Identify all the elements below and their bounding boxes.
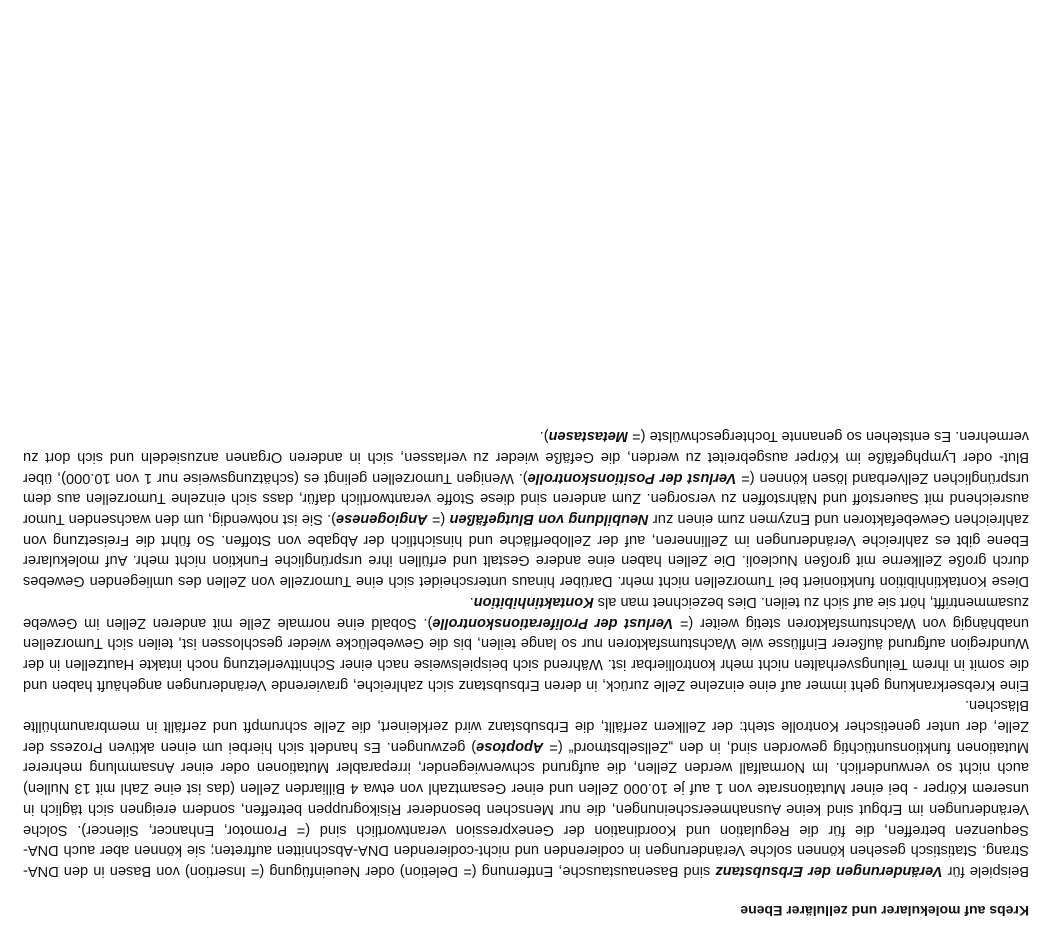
text-run: . (469, 593, 474, 610)
text-run: ). (539, 428, 549, 445)
text-run: Diese Kontaktinhibition funktioniert bei Tumorzellen nicht mehr. Darüber hinaus unterscheidet sich eine Tumorzelle von Zellen des umliegenden Gewebes durch große Zellkerne mit großen Nucleoli. Die Zellen haben eine andere Gestalt und erfüllen ihre ursprüngliche Funktion nicht mehr. Auf molekularer Ebene gibt es zahlreiche Veränderungen im Zellinneren, auf der Zelloberfläche und hinsichtlich der Abgabe von Stoffen. So führt die Freisetzung von zahlreichen Gewebefaktoren und Enzymen zum einen zur (23, 511, 1029, 590)
section-heading: Krebs auf molekularer und zellulärer Ebene (740, 903, 1029, 919)
document-body (23, 426, 1029, 921)
text-run: Eine Krebserkrankung geht immer auf eine einzelne Zelle zurück, in deren Erbsubstanz sich zahlreiche, gravierende Veränderungen angehäuft haben und die somit in ihrem Teilungsverhalten nicht mehr kontrollierbar ist. Während sich beispielsweise nach einer Schnittverletzung noch intakte Hautzellen in der Wundregion aufgrund äußerer Einflüsse wie Wachstumsfaktoren nur so lange teilen, bis die Gewebelücke wieder geschlossen ist, teilen sich Tumorzellen unabhängig von Wachstumsfaktoren stetig weiter (= (23, 614, 1029, 693)
text-run: ). Sie ist notwendig, um den wachsenden Tumor ausreichend mit Sauerstoff und Nährstoffen zu versorgen. Zum anderen sind diese Stoffe verantwortlich dafür, dass sich einzelne Tumorzellen aus dem ursprünglichen Zellverband lösen können (= (22, 469, 1029, 528)
key-term: Kontaktinhibition (473, 593, 594, 610)
key-term: Neubildung von Blutgefäßen (449, 511, 649, 528)
text-run: ). Wenigen Tumorzellen gelingt es (schätzungsweise nur 1 von 10.000), über Blut- oder Lymphgefäße im Körper ausgebreitet zu werden, die Gefäße wieder zu verlassen, sich in anderen Organen anzusiedeln und sich dort zu vermehren. Es entstehen so genannte Tochtergeschwülste (= (23, 428, 1029, 486)
key-term: Veränderungen der Erbsubstanz (715, 863, 943, 879)
paragraph (23, 426, 1029, 592)
text-run: ) gezwungen. Es handelt sich hierbei um einen aktiven Prozess der Zelle, der unter genetischer Kontrolle steht: der Zellkern zerfällt, die Erbsubstanz wird zerkleinert, die Zelle schrumpft und zerfällt in membranumhüllte Bläschen. (22, 697, 1029, 755)
key-term: Verlust der Proliferationskontrolle (432, 614, 674, 631)
text-run: Beispiele für (942, 863, 1029, 879)
paragraph (23, 591, 1029, 695)
key-term: Angiogenese (336, 511, 428, 528)
text-run: ). Sobald eine normale Zelle mit anderen Zellen im Gewebe zusammentrifft, hört sie auf sich zu teilen. Dies bezeichnet man als (23, 593, 1029, 631)
text-run: (= (427, 511, 450, 528)
paragraph-list (23, 426, 1029, 881)
key-term: Metastasen (548, 428, 629, 445)
key-term: Apoptose (476, 738, 544, 755)
text-run: sind Basenaustausche, Entfernung (= Deletion) oder Neueinfügung (= Insertion) von Basen in den DNA-Strang. Statistisch gesehen können solche Veränderungen in codierenden und nicht-codierenden DNA-Abschnitten auftreten; sie können aber auch DNA-Sequenzen betreffen, die für die Regulation und Koordination der Genexpression verantwortlich sind (= Promotor, Enhancer, Silencer). Solche Veränderungen im Erbgut sind keine Ausnahmeerscheinungen, die nur Menschen besonderer Risikogruppen betreffen, sondern ereignen sich täglich in unserem Körper - bei einer Mutationsrate von 1 auf je 10.000 Zellen und einer Gesamtzahl von etwa 4 Billiarden Zellen (das ist eine Zahl mit 13 Nullen) auch nicht so verwunderlich. Im Normalfall werden Zellen, die aufgrund schwerwiegender, irreparabler Mutationen oder einer Ansammlung mehrerer Mutationen funktionsuntüchtig geworden sind, in den „Zellselbstmord“ (= (23, 738, 1029, 879)
paragraph (23, 695, 1029, 881)
key-term: Verlust der Positionskontrolle (527, 469, 737, 486)
